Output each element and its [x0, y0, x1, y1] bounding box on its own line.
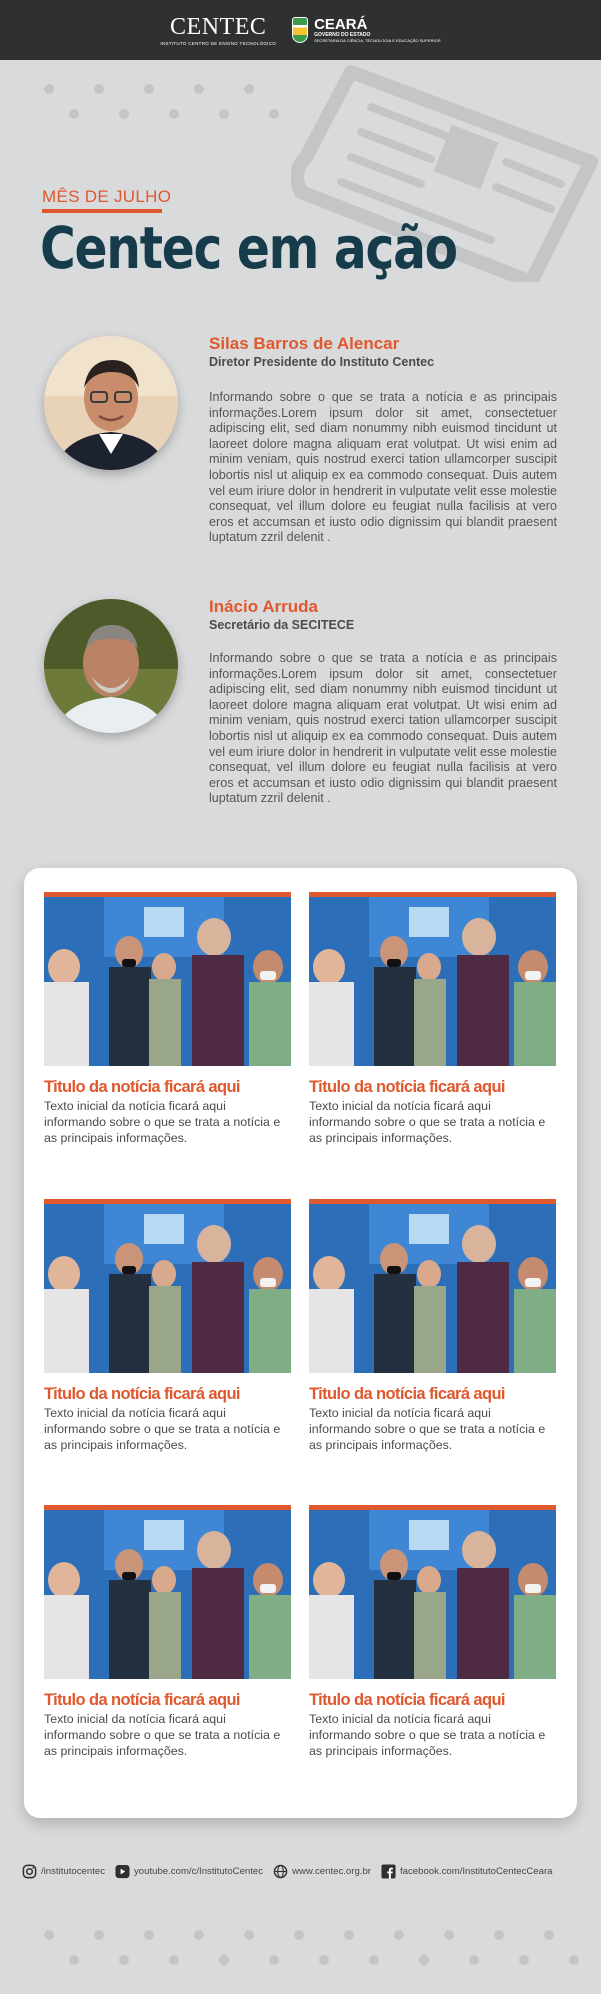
secretary-portrait-image	[44, 599, 178, 733]
news-photo-image[interactable]	[309, 1204, 556, 1373]
news-photo-image[interactable]	[44, 1510, 291, 1679]
month-kicker: MÊS DE JULHO	[42, 187, 172, 206]
news-excerpt: Texto inicial da notícia ficará aqui informando sobre o que se trata a notícia e as principais informações.	[309, 1099, 546, 1145]
news-excerpt: Texto inicial da notícia ficará aqui informando sobre o que se trata a notícia e as principais informações.	[44, 1099, 281, 1145]
director-message-text: Informando sobre o que se trata a notícia e as principais informações.Lorem ipsum dolor sit amet, consectetuer adipiscing elit, sed diam nonummy nibh euismod tincidunt ut laoreet dolore magna aliquam erat volutpat. Ut wisi enim ad minim veniam, quis nostrud exerci tation ullamcorper suscipit lobortis nisl ut aliquip ex ea commodo consequat. Duis autem vel eum iriure dolor in hendrerit in vulputate velit esse molestie consequat, vel illum dolore eu feugiat nulla facilisis at vero eros et accumsan et iusto odio dignissim qui blandit praesent luptatum zzril delenit .	[209, 390, 557, 545]
news-excerpt: Texto inicial da notícia ficará aqui informando sobre o que se trata a notícia e as principais informações.	[309, 1712, 546, 1758]
news-title[interactable]: Titulo da notícia ficará aqui	[309, 1691, 505, 1709]
centec-logo[interactable]	[160, 15, 276, 46]
secretary-name: Inácio Arruda	[209, 597, 318, 616]
director-name: Silas Barros de Alencar	[209, 334, 400, 353]
news-excerpt: Texto inicial da notícia ficará aqui informando sobre o que se trata a notícia e as principais informações.	[44, 1712, 281, 1758]
news-item[interactable]	[44, 1199, 291, 1453]
ceara-logo-subtitle: GOVERNO DO ESTADO	[314, 32, 371, 38]
director-portrait-image	[44, 336, 178, 470]
news-photo-image[interactable]	[309, 1510, 556, 1679]
instagram-handle: /institutocentec	[41, 1866, 105, 1877]
news-item[interactable]	[309, 892, 556, 1146]
ceara-government-logo[interactable]	[292, 17, 441, 43]
ceara-secretariat-text: SECRETARIA DA CIÊNCIA, TECNOLOGIA E EDUCAÇÃO SUPERIOR	[314, 38, 441, 43]
instagram-icon	[22, 1864, 37, 1879]
secretary-role: Secretário da SECITECE	[209, 618, 355, 632]
news-title[interactable]: Titulo da notícia ficará aqui	[309, 1385, 505, 1403]
youtube-link[interactable]	[115, 1864, 263, 1879]
youtube-url: youtube.com/c/InstitutoCentec	[134, 1866, 264, 1877]
news-item[interactable]	[309, 1199, 556, 1453]
website-url: www.centec.org.br	[292, 1866, 371, 1877]
youtube-icon	[115, 1864, 130, 1879]
globe-icon	[273, 1864, 288, 1879]
news-title[interactable]: Titulo da notícia ficará aqui	[44, 1078, 240, 1096]
website-link[interactable]	[273, 1864, 371, 1879]
news-photo-image[interactable]	[44, 1204, 291, 1373]
centec-logo-text: CENTEC	[170, 13, 267, 40]
news-title[interactable]: Titulo da notícia ficará aqui	[309, 1078, 505, 1096]
ceara-logo-text: CEARÁ	[314, 16, 368, 33]
kicker-underline	[42, 209, 162, 213]
secretary-message-text: Informando sobre o que se trata a notícia e as principais informações.Lorem ipsum dolor sit amet, consectetuer adipiscing elit, sed diam nonummy nibh euismod tincidunt ut laoreet dolore magna aliquam erat volutpat. Ut wisi enim ad minim veniam, quis nostrud exerci tation ullamcorper suscipit lobortis nisl ut aliquip ex ea commodo consequat. Duis autem vel eum iriure dolor in hendrerit in vulputate velit esse molestie consequat, vel illum dolore eu feugiat nulla facilisis at vero eros et accumsan et iusto odio dignissim qui blandit praesent luptatum zzril delenit .	[209, 651, 557, 806]
footer-social-links	[22, 1864, 582, 1879]
avatar	[44, 336, 178, 470]
news-photo-image[interactable]	[44, 897, 291, 1066]
news-title[interactable]: Titulo da notícia ficará aqui	[44, 1691, 240, 1709]
centec-logo-subtitle: INSTITUTO CENTRO DE ENSINO TECNOLÓGICO	[160, 40, 277, 46]
news-item[interactable]	[309, 1505, 556, 1759]
facebook-url: facebook.com/InstitutoCentecCeara	[399, 1866, 553, 1877]
news-photo-image[interactable]	[309, 897, 556, 1066]
news-excerpt: Texto inicial da notícia ficará aqui informando sobre o que se trata a notícia e as principais informações.	[309, 1406, 546, 1452]
ceara-seal-icon	[292, 17, 308, 43]
avatar	[44, 599, 178, 733]
instagram-link[interactable]	[22, 1864, 105, 1879]
news-title[interactable]: Titulo da notícia ficará aqui	[44, 1385, 240, 1403]
news-item[interactable]	[44, 1505, 291, 1759]
facebook-icon	[381, 1864, 396, 1879]
page-title: Centec em ação	[40, 214, 457, 282]
news-excerpt: Texto inicial da notícia ficará aqui informando sobre o que se trata a notícia e as principais informações.	[44, 1406, 281, 1452]
header-bar	[0, 0, 601, 60]
director-role: Diretor Presidente do Instituto Centec	[209, 355, 435, 369]
facebook-link[interactable]	[381, 1864, 553, 1879]
news-card	[24, 868, 577, 1818]
news-item[interactable]	[44, 892, 291, 1146]
